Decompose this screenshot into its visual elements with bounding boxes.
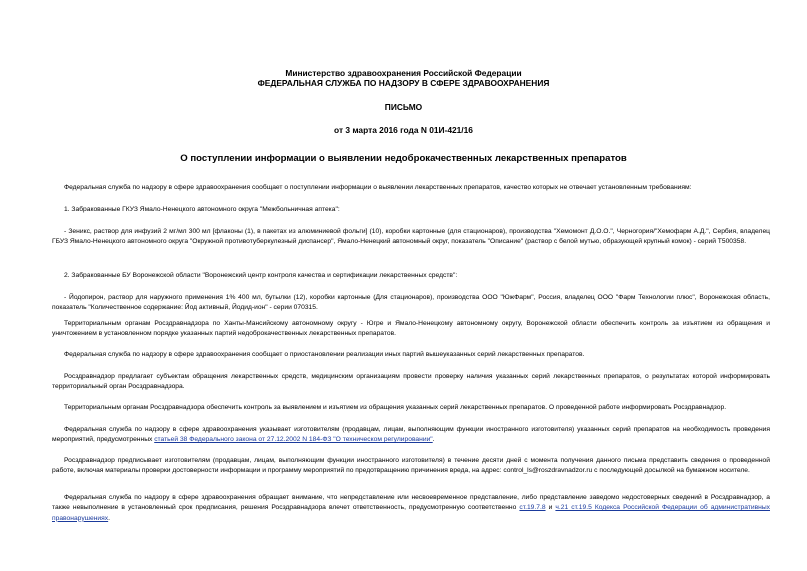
link-article-19-7-8[interactable]: ст.19.7.8 [519, 504, 546, 512]
paragraph-territorial-control: Территориальным органам Росздравнадзора по Ханты-Мансийскому автономному округу - Югре и Ямало-Ненецкому автономному округу, Воронежской области обеспечить контроль за изъятием из обращения и уничтожением в установленном порядке указанных партий недоброкачественных лекарственных препаратов. [52, 320, 770, 338]
link-article-38[interactable]: статьей 38 Федерального закона от 27.12.2002 N 184-ФЗ "О техническом регулировании" [154, 436, 433, 444]
paragraph-responsibility-end: . [108, 514, 110, 522]
paragraph-manufacturers-text: Федеральная служба по надзору в сфере здравоохранения указывает изготовителям (продавцам, лицам, выполняющим функции иностранного изготовителя) указанных серий препаратов на необходимость проведения мероприятий, предусмотренных [52, 426, 770, 444]
service-name: ФЕДЕРАЛЬНАЯ СЛУЖБА ПО НАДЗОРУ В СФЕРЕ ЗДРАВООХРАНЕНИЯ [257, 78, 550, 88]
paragraph-responsibility [52, 493, 770, 524]
link-article-19-5[interactable]: ч.21 ст.19.5 Кодекса Российской Федерации об административных правонарушениях [52, 504, 770, 522]
paragraph-responsibility-text: Федеральная служба по надзору в сфере здравоохранения обращает внимание, что непредставление или несвоевременное представление, либо представление заведомо недостоверных сведений в Росздравнадзор, а также невыполнение в установленный срок предписания, решения Росздравнадзора влечет ответственность, предусмотренную соответственно [52, 494, 770, 512]
paragraph-intro: Федеральная служба по надзору в сфере здравоохранения сообщает о поступлении информации о выявлении лекарственных препаратов, качество которых не отвечает установленным требованиям: [64, 184, 692, 191]
paragraph-item-2-detail: - Йодопирон, раствор для наружного применения 1% 400 мл, бутылки (12), коробки картонные (Для стационаров), производства ООО "ЮжФарм", Россия, владелец ООО "Фарм Технологии плюс", Воронежская область, показатель "Количественное содержание: Йод активный, Йодид-ион" - серии 070315. [52, 294, 770, 312]
document-date-number: от 3 марта 2016 года N 01И-421/16 [334, 125, 473, 135]
paragraph-inspection: Росздравнадзор предлагает субъектам обращения лекарственных средств, медицинским организациям провести проверку наличия указанных серий лекарственных препаратов, о результатах которой информировать территориальный орган Росздравнадзора. [52, 373, 770, 391]
paragraph-suspension: Федеральная служба по надзору в сфере здравоохранения сообщает о приостановлении реализации иных партий вышеуказанных серий лекарственных препаратов. [64, 351, 585, 358]
paragraph-prescription: Росздравнадзор предписывает изготовителям (продавцам, лицам, выполняющим функции иностранного изготовителя) в течение десяти дней с момента получения данного письма представить сведения о проведенной работе, включая материалы проверки достоверности информации и программу мероприятий по предотвращению причинения вреда, на адрес: control_ls@roszdravnadzor.ru с последующей досылкой на бумажном носителе. [52, 457, 770, 475]
document-subject: О поступлении информации о выявлении недоброкачественных лекарственных препаратов [180, 153, 627, 164]
paragraph-item-2-heading: 2. Забракованные БУ Воронежской области "Воронежский центр контроля качества и сертификации лекарственных средств": [64, 272, 458, 279]
paragraph-manufacturers [52, 425, 770, 446]
paragraph-responsibility-mid: и [545, 504, 556, 512]
paragraph-item-1-heading: 1. Забракованные ГКУЗ Ямало-Ненецкого автономного округа "Межбольничная аптека": [64, 206, 340, 213]
paragraph-manufacturers-end: . [432, 436, 435, 444]
ministry-name: Министерство здравоохранения Российской Федерации [285, 68, 522, 78]
document-type: ПИСЬМО [384, 102, 423, 112]
paragraph-item-1-detail: - Зеникс, раствор для инфузий 2 мг/мл 300 мл [флаконы (1), в пакетах из алюминиевой фольги] (10), коробки картонные (для стационаров), производства "Хемомонт Д.О.О.", Черногория/"Хемофарм А.Д.", Сербия, владелец ГБУЗ Ямало-Ненецкого автономного округа "Окружной противотуберкулезный диспансер", Ямало-Ненецкий автономный округ, показатель "Описание" (раствор с белой мутью, образующей крупный комок) - серий Т500358. [52, 228, 770, 246]
paragraph-withdrawal-control: Территориальным органам Росздравнадзора обеспечить контроль за выявлением и изъятием из обращения указанных серий лекарственных препаратов. О проведенной работе информировать Росздравнадзор. [64, 404, 727, 411]
